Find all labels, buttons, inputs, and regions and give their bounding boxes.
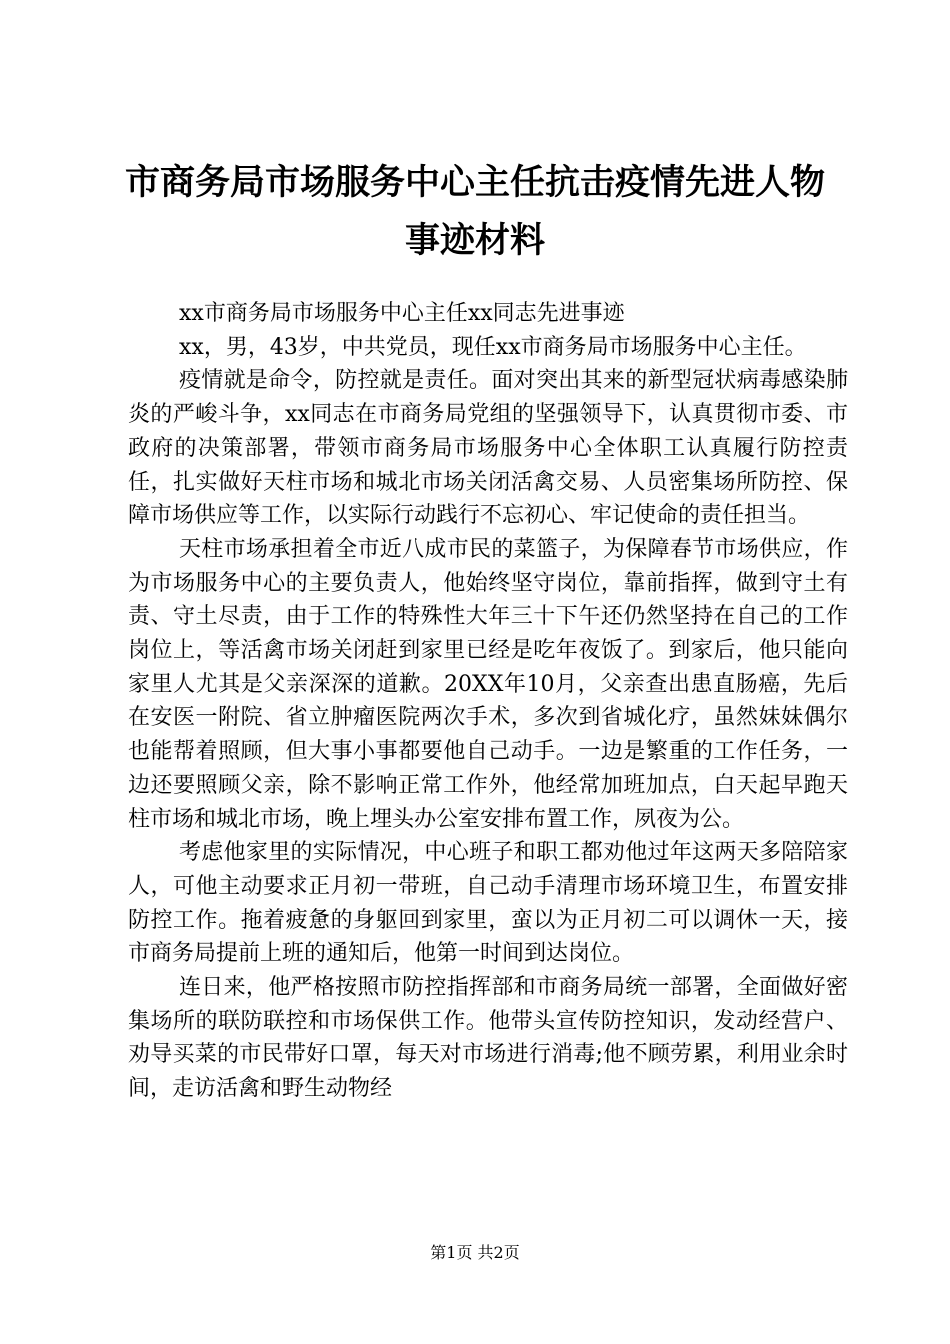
subtitle-paragraph: xx市商务局市场服务中心主任xx同志先进事迹 (179, 301, 625, 326)
document-title-line-1: 市商务局市场服务中心主任抗击疫情先进人物 (124, 163, 825, 203)
page-number-footer: 第1页 共2页 (430, 1243, 520, 1262)
document-title-line-2: 事迹材料 (404, 221, 545, 261)
body-paragraph: 天柱市场承担着全市近八成市民的菜篮子，为保障春节市场供应，作为市场服务中心的主要负责人，他始终坚守岗位，靠前指挥，做到守土有责、守土尽责，由于工作的特殊性大年三十下午还仍然坚持在自己的工作岗位上，等活禽市场关闭赶到家里已经是吃年夜饭了。到家后，他只能向家里人尤其是父亲深深的道歉。20XX年10月，父亲查出患直肠癌，先后在安医一附院、省立肿瘤医院两次手术，多次到省城化疗，虽然妹妹偶尔也能帮着照顾，但大事小事都要他自己动手。一边是繁重的工作任务，一边还要照顾父亲，除不影响正常工作外，他经常加班加点，白天起早跑天柱市场和城北市场，晚上埋头办公室安排布置工作，夙夜为公。 (128, 536, 848, 832)
body-paragraph: 连日来，他严格按照市防控指挥部和市商务局统一部署，全面做好密集场所的联防联控和市场保供工作。他带头宣传防控知识，发动经营户、劝导买菜的市民带好口罩，每天对市场进行消毒;他不顾劳累，利用业余时间，走访活禽和野生动物经 (128, 975, 848, 1102)
profile-paragraph: xx，男，43岁，中共党员，现任xx市商务局市场服务中心主任。 (179, 334, 807, 360)
document-body (128, 297, 848, 1106)
body-paragraph: 疫情就是命令，防控就是责任。面对突出其来的新型冠状病毒感染肺炎的严峻斗争，xx同志在市商务局党组的坚强领导下，认真贯彻市委、市政府的决策部署，带领市商务局市场服务中心全体职工认真履行防控责任，扎实做好天柱市场和城北市场关闭活禽交易、人员密集场所防控、保障市场供应等工作，以实际行动践行不忘初心、牢记使命的责任担当。 (128, 368, 848, 529)
body-paragraph: 考虑他家里的实际情况，中心班子和职工都劝他过年这两天多陪陪家人，可他主动要求正月初一带班，自己动手清理市场环境卫生，布置安排防控工作。拖着疲惫的身躯回到家里，蛮以为正月初二可以调休一天，接市商务局提前上班的通知后，他第一时间到达岗位。 (128, 840, 848, 967)
